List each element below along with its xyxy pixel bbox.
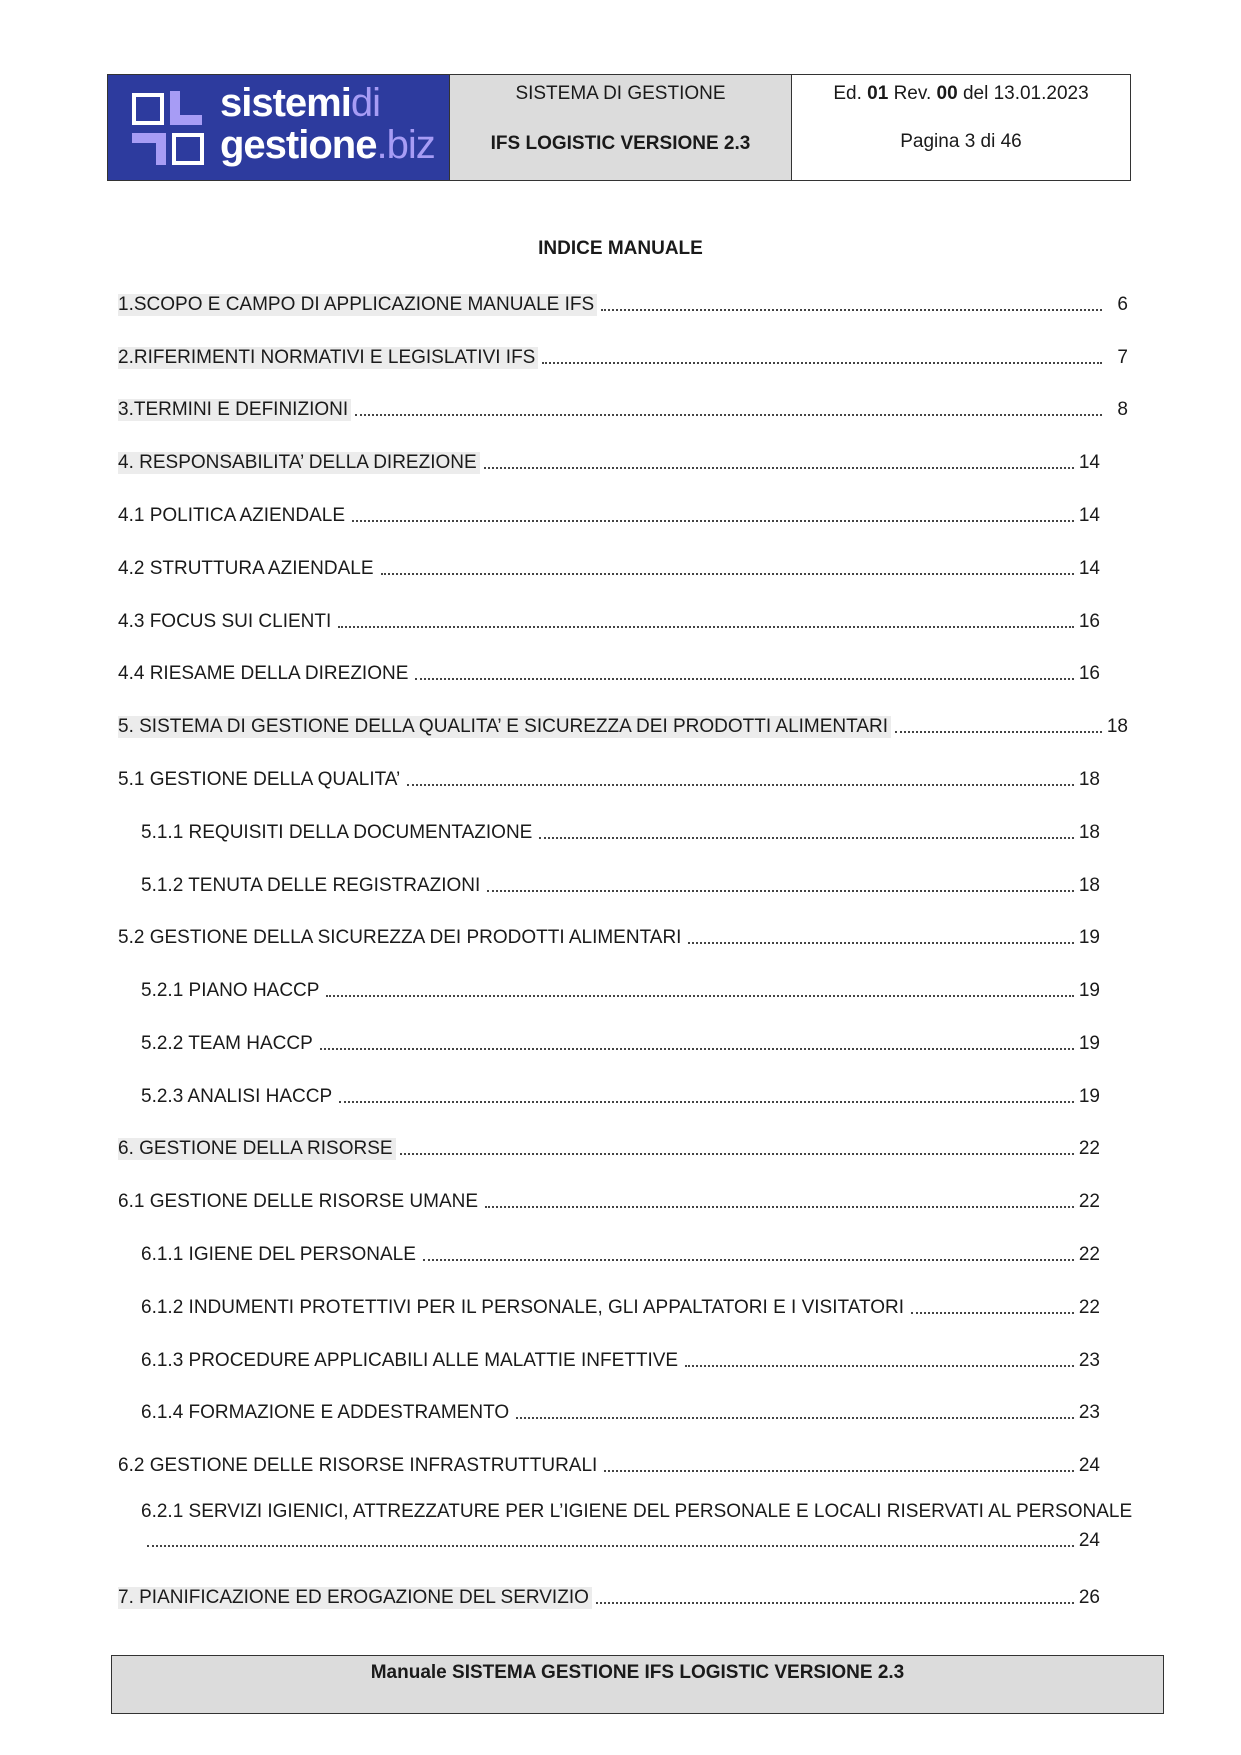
page-info: Pagina 3 di 46 — [900, 131, 1022, 152]
version-label: IFS LOGISTIC VERSIONE 2.3 — [490, 133, 751, 154]
toc-entry-page: 22 — [1078, 1191, 1100, 1212]
toc-entry-label: 5.1 GESTIONE DELLA QUALITA’ — [118, 769, 401, 790]
toc-entry-page: 19 — [1078, 1033, 1100, 1054]
toc-entry-page: 22 — [1078, 1244, 1100, 1265]
toc-entry-page: 18 — [1078, 822, 1100, 843]
edition-info: Ed. 01 Rev. 00 del 13.01.2023 — [833, 83, 1089, 104]
toc-entry-label: 5.2 GESTIONE DELLA SICUREZZA DEI PRODOTTI ALIMENTARI — [118, 927, 682, 948]
toc-entry-page: 22 — [1078, 1138, 1100, 1159]
toc-entry-page: 16 — [1078, 663, 1100, 684]
toc-entry[interactable] — [118, 501, 1128, 527]
toc-entry-label: 6.2.1 SERVIZI IGIENICI, ATTREZZATURE PER L’IGIENE DEL PERSONALE E LOCALI RISERVATI AL PERSONALE — [141, 1501, 1133, 1522]
toc-entry[interactable] — [118, 1293, 1128, 1319]
toc-entry[interactable] — [118, 1187, 1128, 1213]
toc-entry-page: 19 — [1078, 980, 1100, 1001]
toc-entry[interactable] — [118, 1082, 1128, 1108]
footer-text: Manuale SISTEMA GESTIONE IFS LOGISTIC VERSIONE 2.3 — [370, 1662, 905, 1683]
toc-entry-page: 22 — [1078, 1297, 1100, 1318]
toc-entry-label: 6.1.2 INDUMENTI PROTETTIVI PER IL PERSONALE, GLI APPALTATORI E I VISITATORI — [141, 1297, 904, 1318]
toc-entry-page: 6 — [1117, 294, 1128, 315]
toc-entry-page: 26 — [1078, 1587, 1100, 1608]
toc-entry[interactable] — [118, 554, 1128, 580]
toc-entry[interactable] — [118, 343, 1128, 369]
header-revision-cell — [792, 75, 1130, 180]
toc-entry-label: 6. GESTIONE DELLA RISORSE — [118, 1138, 396, 1160]
toc-entry-label: 5. SISTEMA DI GESTIONE DELLA QUALITA’ E SICUREZZA DEI PRODOTTI ALIMENTARI — [118, 716, 891, 738]
toc-entry[interactable] — [118, 395, 1128, 421]
toc-entry-label: 3.TERMINI E DEFINIZIONI — [118, 399, 351, 421]
toc-entry-label: 6.1.4 FORMAZIONE E ADDESTRAMENTO — [141, 1402, 510, 1423]
toc-entry[interactable] — [118, 448, 1128, 474]
toc-entry[interactable] — [118, 1240, 1128, 1266]
toc-entry-label: 5.2.3 ANALISI HACCP — [141, 1086, 333, 1107]
logo-wordmark: sistemidi gestione.biz — [220, 81, 435, 167]
toc-entry-label: 5.1.1 REQUISITI DELLA DOCUMENTAZIONE — [141, 822, 533, 843]
toc-entry[interactable] — [118, 290, 1128, 316]
toc-entry[interactable] — [118, 1583, 1128, 1609]
toc-entry-label: 7. PIANIFICAZIONE ED EROGAZIONE DEL SERVIZIO — [118, 1587, 592, 1609]
toc-entry[interactable] — [118, 871, 1128, 897]
toc-entry[interactable] — [118, 923, 1128, 949]
toc-entry-label: 6.1.1 IGIENE DEL PERSONALE — [141, 1244, 416, 1265]
toc-entry-label: 5.2.2 TEAM HACCP — [141, 1033, 313, 1054]
toc-entry-label: 6.1 GESTIONE DELLE RISORSE UMANE — [118, 1191, 479, 1212]
toc-entry[interactable] — [118, 1451, 1128, 1477]
toc-entry-page: 18 — [1078, 875, 1100, 896]
toc-entry-label: 4.4 RIESAME DELLA DIREZIONE — [118, 663, 409, 684]
toc-entry[interactable] — [118, 1346, 1128, 1372]
toc-entry-label: 4.2 STRUTTURA AZIENDALE — [118, 558, 374, 579]
toc-entry[interactable] — [118, 765, 1128, 791]
toc-entry-page: 14 — [1078, 505, 1100, 526]
logo-squares-icon — [132, 91, 204, 167]
toc-entry[interactable] — [118, 1029, 1128, 1055]
toc-entry-label: 6.2 GESTIONE DELLE RISORSE INFRASTRUTTURALI — [118, 1455, 598, 1476]
toc-entry-page: 23 — [1078, 1402, 1100, 1423]
toc-entry[interactable] — [118, 818, 1128, 844]
toc-entry-page: 18 — [1106, 716, 1128, 737]
toc-entry-page: 18 — [1078, 769, 1100, 790]
index-title: INDICE MANUALE — [538, 238, 703, 259]
toc-entry-label: 1.SCOPO E CAMPO DI APPLICAZIONE MANUALE IFS — [118, 294, 597, 316]
toc-entry-page: 7 — [1117, 347, 1128, 368]
toc-entry-label: 5.2.1 PIANO HACCP — [141, 980, 320, 1001]
toc-entry-page: 8 — [1117, 399, 1128, 420]
toc-entry-page: 14 — [1078, 452, 1100, 473]
toc-entry-page: 24 — [1078, 1530, 1100, 1551]
toc-entry-label: 4.1 POLITICA AZIENDALE — [118, 505, 346, 526]
toc-entry-page: 19 — [1078, 1086, 1100, 1107]
document-header — [107, 74, 1131, 181]
toc-entry-page: 23 — [1078, 1350, 1100, 1371]
document-footer — [111, 1655, 1164, 1714]
toc-entry-label: 4.3 FOCUS SUI CLIENTI — [118, 611, 332, 632]
toc-entry[interactable] — [118, 712, 1128, 738]
toc-entry-label: 6.1.3 PROCEDURE APPLICABILI ALLE MALATTIE INFETTIVE — [141, 1350, 679, 1371]
toc-entry-label: 2.RIFERIMENTI NORMATIVI E LEGISLATIVI IFS — [118, 347, 538, 369]
company-logo — [108, 75, 450, 180]
toc-entry-label: 5.1.2 TENUTA DELLE REGISTRAZIONI — [141, 875, 481, 896]
toc-entry[interactable] — [118, 1398, 1128, 1424]
toc-entry[interactable] — [118, 659, 1128, 685]
toc-entry[interactable] — [118, 1134, 1128, 1160]
toc-entry[interactable] — [118, 1501, 1133, 1552]
toc-entry-label: 4. RESPONSABILITA’ DELLA DIREZIONE — [118, 452, 480, 474]
toc-entry[interactable] — [118, 976, 1128, 1002]
toc-entry-page: 16 — [1078, 611, 1100, 632]
toc-entry-page: 19 — [1078, 927, 1100, 948]
toc-entry-page: 14 — [1078, 558, 1100, 579]
header-system-cell — [450, 75, 792, 180]
system-label: SISTEMA DI GESTIONE — [515, 83, 726, 104]
toc-entry-page: 24 — [1078, 1455, 1100, 1476]
toc-entry[interactable] — [118, 607, 1128, 633]
